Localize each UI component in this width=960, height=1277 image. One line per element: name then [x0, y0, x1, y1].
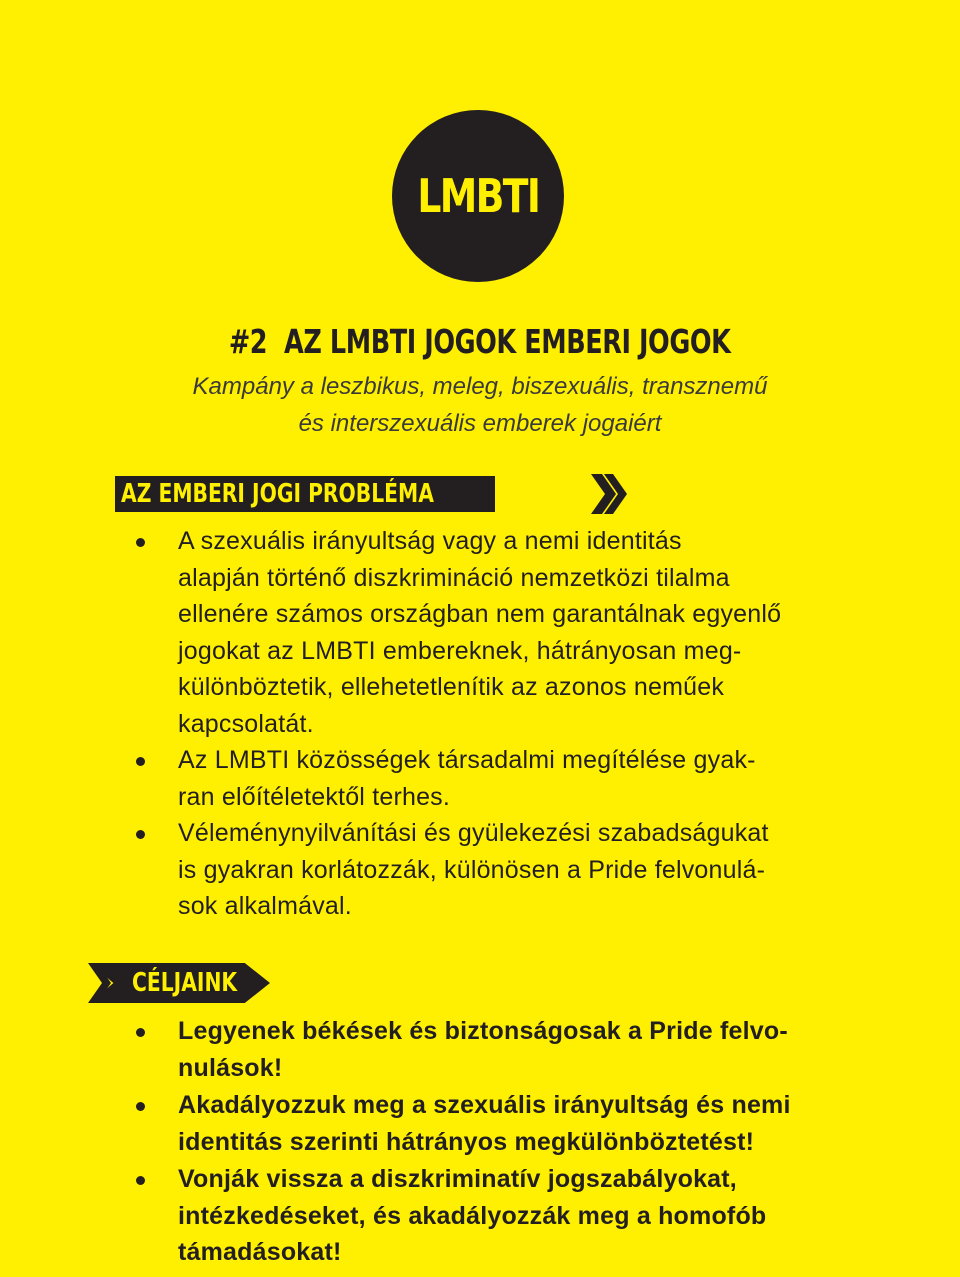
goal-item-1	[178, 1013, 848, 1086]
list-item-line: Akadályozzuk meg a szexuális irányultság és nemi	[178, 1091, 791, 1119]
problem-item-3	[178, 815, 848, 925]
bullet-dot	[136, 1102, 145, 1111]
problem-item-1	[178, 523, 848, 742]
list-item-line: A szexuális irányultság vagy a nemi identitás	[178, 527, 682, 555]
list-item-line: Legyenek békések és biztonságosak a Pride felvo-	[178, 1017, 788, 1045]
list-item	[128, 523, 848, 742]
bullet-dot	[136, 538, 145, 547]
bullet-dot	[136, 830, 145, 839]
subtitle-line-2: és interszexuális emberek jogaiért	[298, 410, 662, 437]
badge-label: LMBTI	[417, 169, 539, 223]
subtitle-line-1: Kampány a leszbikus, meleg, biszexuális, transznemű	[192, 373, 768, 400]
list-item-line: támadásokat!	[178, 1238, 342, 1266]
problem-item-2	[178, 742, 848, 815]
list-item	[128, 815, 848, 925]
goal-item-3	[178, 1161, 848, 1271]
list-item-line: kapcsolatát.	[178, 709, 314, 738]
list-item-line: Vonják vissza a diszkriminatív jogszabályokat,	[178, 1165, 737, 1193]
goal-item-2	[178, 1087, 848, 1160]
list-item	[128, 742, 848, 815]
list-item-line: alapján történő diszkrimináció nemzetközi tilalma	[178, 563, 730, 592]
list-item	[128, 1013, 848, 1086]
list-item-line: ellenére számos országban nem garantálnak egyenlő	[178, 600, 782, 628]
goals-section-header	[90, 963, 270, 999]
goals-heading: CÉLJAINK	[132, 968, 238, 998]
lmbti-badge	[392, 110, 564, 282]
list-item	[128, 1087, 848, 1160]
list-item-line: ran előítéletektől terhes.	[178, 782, 451, 811]
list-item-line: intézkedéseket, és akadályozzák meg a homofób	[178, 1201, 767, 1230]
page-title	[0, 322, 960, 361]
problem-list	[128, 523, 848, 925]
list-item-line: különböztetik, ellehetetlenítik az azonos neműek	[178, 673, 725, 701]
list-item-line: jogokat az LMBTI embereknek, hátrányosan meg-	[178, 636, 742, 665]
list-item-line: identitás szerinti hátrányos megkülönböztetést!	[178, 1127, 755, 1156]
list-item	[128, 1161, 848, 1271]
list-item-line: is gyakran korlátozzák, különösen a Pride felvonulá-	[178, 855, 766, 884]
bullet-dot	[136, 1176, 145, 1185]
list-item-line: nulások!	[178, 1053, 283, 1082]
bullet-dot	[136, 1028, 145, 1037]
problem-heading: AZ EMBERI JOGI PROBLÉMA	[121, 479, 434, 509]
title-text: #2 AZ LMBTI JOGOK EMBERI JOGOK	[229, 322, 731, 361]
list-item-line: sok alkalmával.	[178, 892, 352, 920]
double-chevron-right-icon	[591, 474, 631, 514]
bullet-dot	[136, 757, 145, 766]
list-item-line: Az LMBTI közösségek társadalmi megítélése gyak-	[178, 746, 756, 774]
goals-list	[128, 1013, 848, 1272]
problem-section-header	[115, 476, 515, 512]
list-item-line: Véleménynyilvánítási és gyülekezési szabadságukat	[178, 819, 769, 847]
